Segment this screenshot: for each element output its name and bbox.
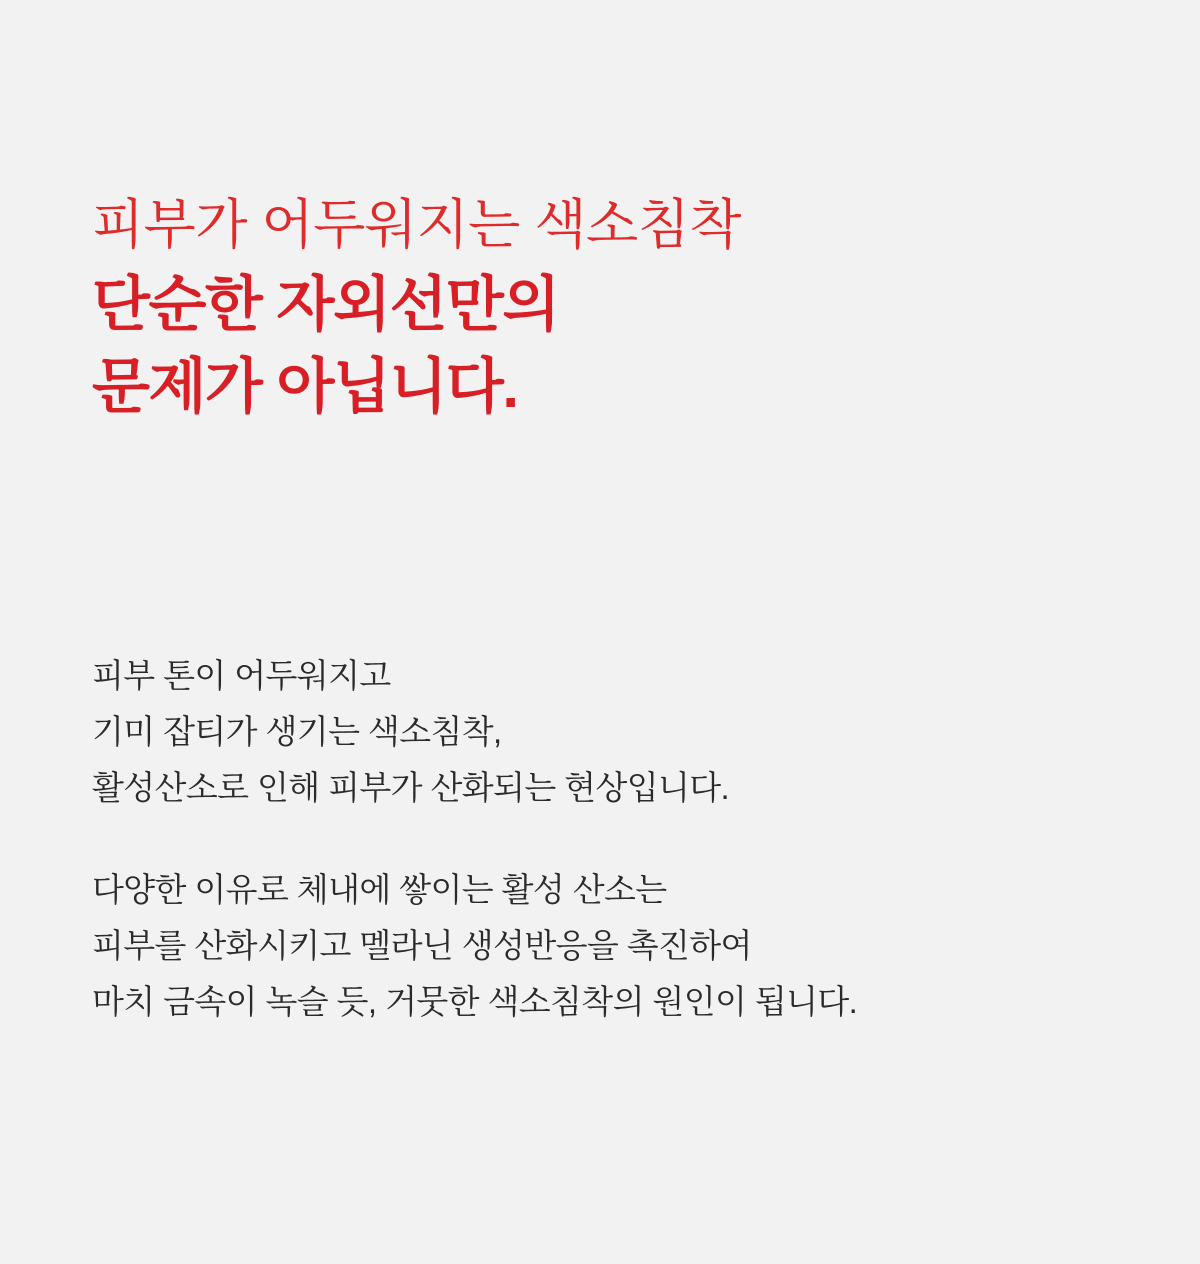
- paragraph-2-line-1: 다양한 이유로 체내에 쌓이는 활성 산소는: [92, 871, 667, 908]
- body-copy: [92, 648, 1132, 1030]
- paragraph-2: [92, 862, 1132, 1030]
- paragraph-2-line-2: 피부를 산화시키고 멜라닌 생성반응을 촉진하여: [92, 927, 752, 964]
- paragraph-1-line-1: 피부 톤이 어두워지고: [92, 657, 391, 694]
- headline: [92, 186, 1112, 428]
- headline-line-2: 단순한 자외선만의: [92, 271, 559, 338]
- headline-line-3: 문제가 아닙니다.: [92, 353, 518, 420]
- headline-line-1: 피부가 어두워지는 색소침착: [92, 195, 741, 255]
- paragraph-1-line-2: 기미 잡티가 생기는 색소침착,: [92, 713, 502, 750]
- paragraph-2-line-3: 마치 금속이 녹슬 듯, 거뭇한 색소침착의 원인이 됩니다.: [92, 983, 858, 1020]
- paragraph-1-line-3: 활성산소로 인해 피부가 산화되는 현상입니다.: [92, 769, 730, 806]
- paragraph-1: [92, 648, 1132, 816]
